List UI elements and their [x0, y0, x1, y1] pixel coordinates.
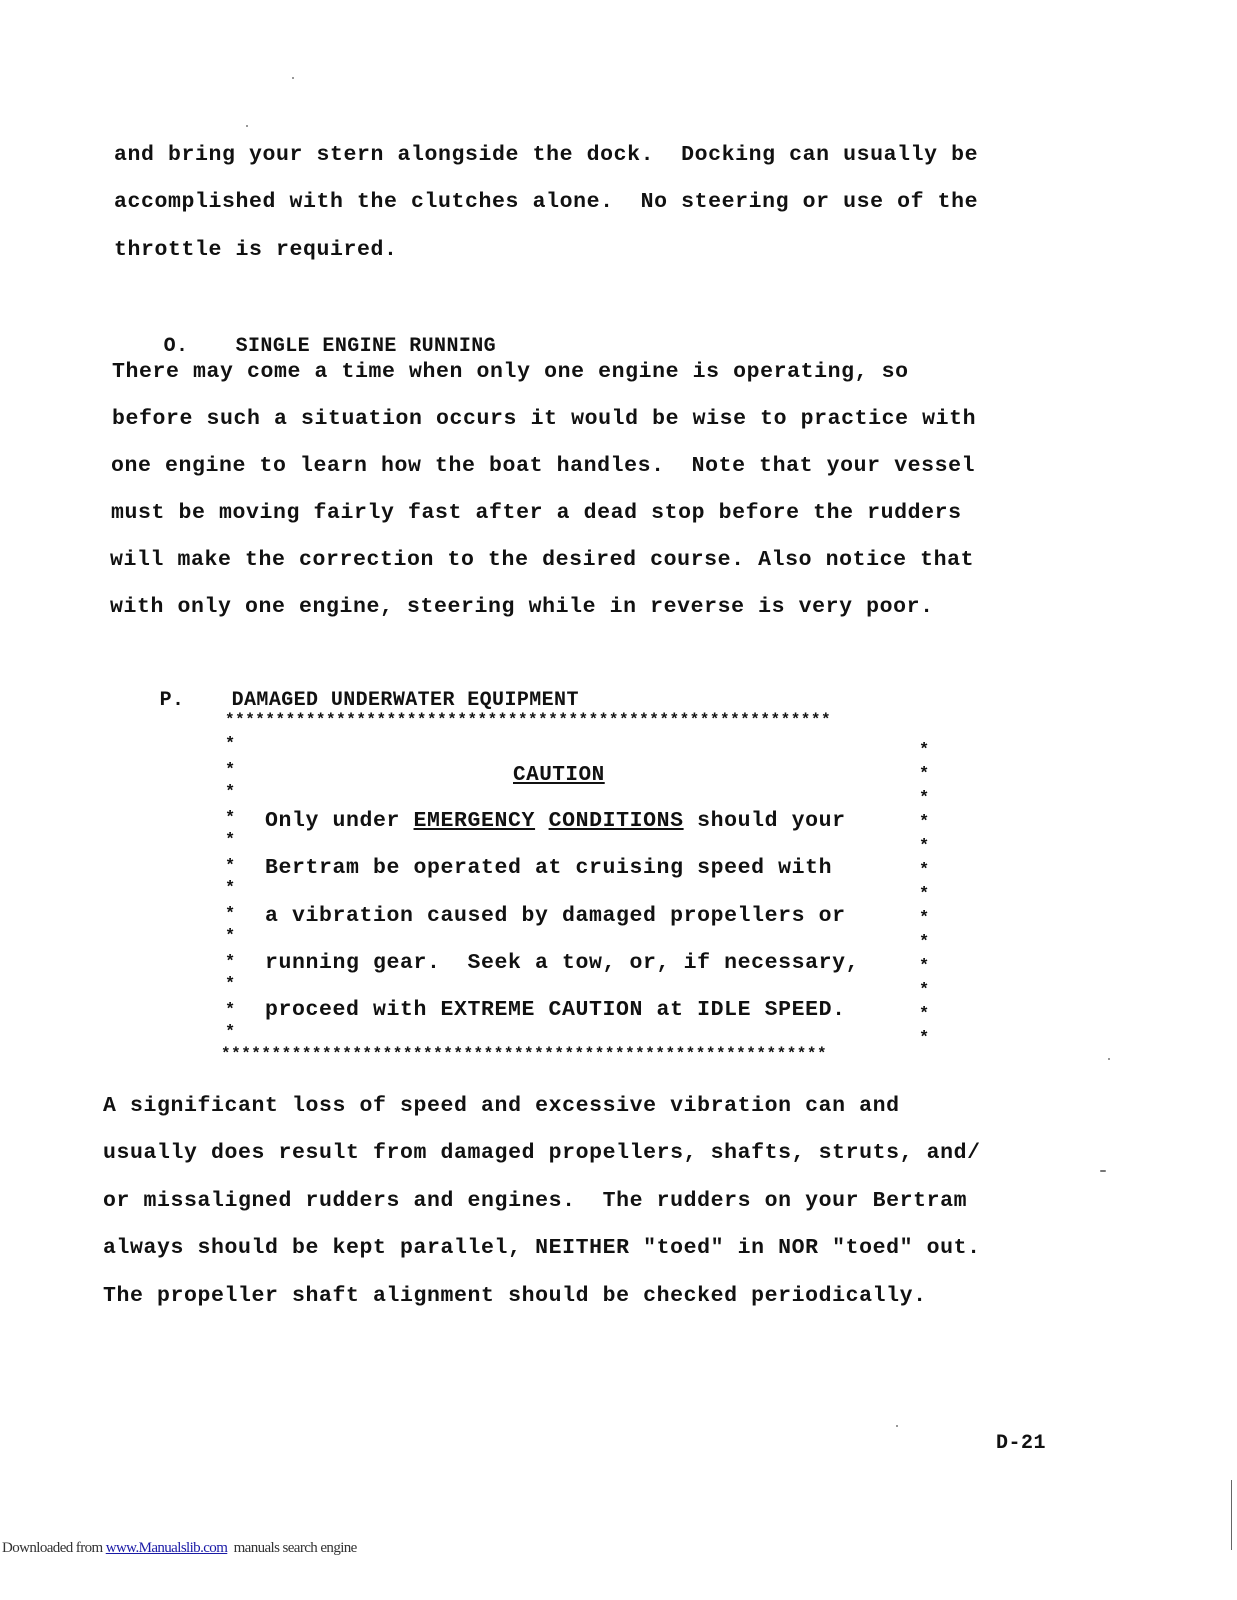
text-line: always should be kept parallel, NEITHER "toed" in NOR "toed" out. [103, 1236, 981, 1260]
border-star: * [919, 1029, 930, 1048]
text-line: before such a situation occurs it would be wise to practice with [112, 407, 977, 431]
text-line: one engine to learn how the boat handles. Note that your vessel [111, 454, 976, 478]
border-star: * [225, 761, 236, 780]
border-star: * [225, 783, 236, 802]
caution-line: Bertram be operated at cruising speed with [265, 856, 833, 880]
text-line: must be moving fairly fast after a dead stop before the rudders [111, 501, 962, 525]
border-star: * [225, 975, 236, 994]
caution-line: running gear. Seek a tow, or, if necessary, [265, 951, 860, 975]
manualslib-link[interactable]: www.Manualslib.com [105, 1540, 228, 1556]
caution-border-bottom: ************************************************************ [221, 1045, 828, 1063]
border-star: * [919, 789, 930, 808]
section-number: P. [159, 689, 185, 712]
page-number: D-21 [996, 1432, 1047, 1455]
text-line: accomplished with the clutches alone. No steering or use of the [114, 190, 979, 214]
border-star: * [225, 809, 236, 828]
border-star: * [225, 953, 236, 972]
text-line: or missaligned rudders and engines. The rudders on your Bertram [103, 1189, 968, 1213]
border-star: * [225, 1001, 236, 1020]
caution-line: proceed with EXTREME CAUTION at IDLE SPEED. [265, 998, 846, 1022]
text-line: and bring your stern alongside the dock. Docking can usually be [114, 143, 979, 167]
section-number: O. [163, 335, 189, 358]
scan-speck [1100, 1170, 1106, 1172]
border-star: * [225, 1023, 236, 1042]
text-line: A significant loss of speed and excessive vibration can and [103, 1094, 900, 1118]
text-line: The propeller shaft alignment should be checked periodically. [103, 1284, 927, 1308]
border-star: * [919, 765, 930, 784]
border-star: * [919, 885, 930, 904]
border-star: * [919, 981, 930, 1000]
section-title: SINGLE ENGINE RUNNING [235, 335, 497, 358]
border-star: * [225, 831, 236, 850]
text-line: throttle is required. [114, 238, 398, 262]
text-line: usually does result from damaged propellers, shafts, struts, and/ [103, 1141, 981, 1165]
border-star: * [225, 905, 236, 924]
scan-speck [896, 1425, 898, 1427]
border-star: * [919, 861, 930, 880]
border-star: * [919, 909, 930, 928]
caution-title: CAUTION [513, 764, 605, 787]
border-star: * [225, 879, 236, 898]
border-star: * [225, 927, 236, 946]
scan-edge-line [1231, 1480, 1232, 1550]
text-line: will make the correction to the desired course. Also notice that [110, 548, 975, 572]
border-star: * [919, 933, 930, 952]
footer-attribution: Downloaded from www.Manualslib.com manuals search engine [2, 1540, 357, 1556]
caution-border-top: ************************************************************ [225, 711, 832, 729]
border-star: * [919, 741, 930, 760]
emphasis-conditions: CONDITIONS [548, 809, 684, 833]
scan-speck [1108, 1058, 1110, 1060]
border-star: * [919, 1005, 930, 1024]
border-star: * [919, 837, 930, 856]
border-star: * [919, 813, 930, 832]
caution-line: a vibration caused by damaged propellers or [265, 904, 846, 928]
border-star: * [225, 735, 236, 754]
caution-line: Only under EMERGENCY CONDITIONS should your [265, 809, 846, 833]
text-line: with only one engine, steering while in reverse is very poor. [110, 595, 934, 619]
scan-speck [292, 77, 294, 79]
scan-speck [246, 125, 248, 127]
emphasis-emergency: EMERGENCY [413, 809, 536, 833]
text-line: There may come a time when only one engine is operating, so [112, 360, 909, 384]
section-title: DAMAGED UNDERWATER EQUIPMENT [231, 689, 579, 712]
caution-box [221, 711, 945, 1091]
border-star: * [225, 857, 236, 876]
border-star: * [919, 957, 930, 976]
